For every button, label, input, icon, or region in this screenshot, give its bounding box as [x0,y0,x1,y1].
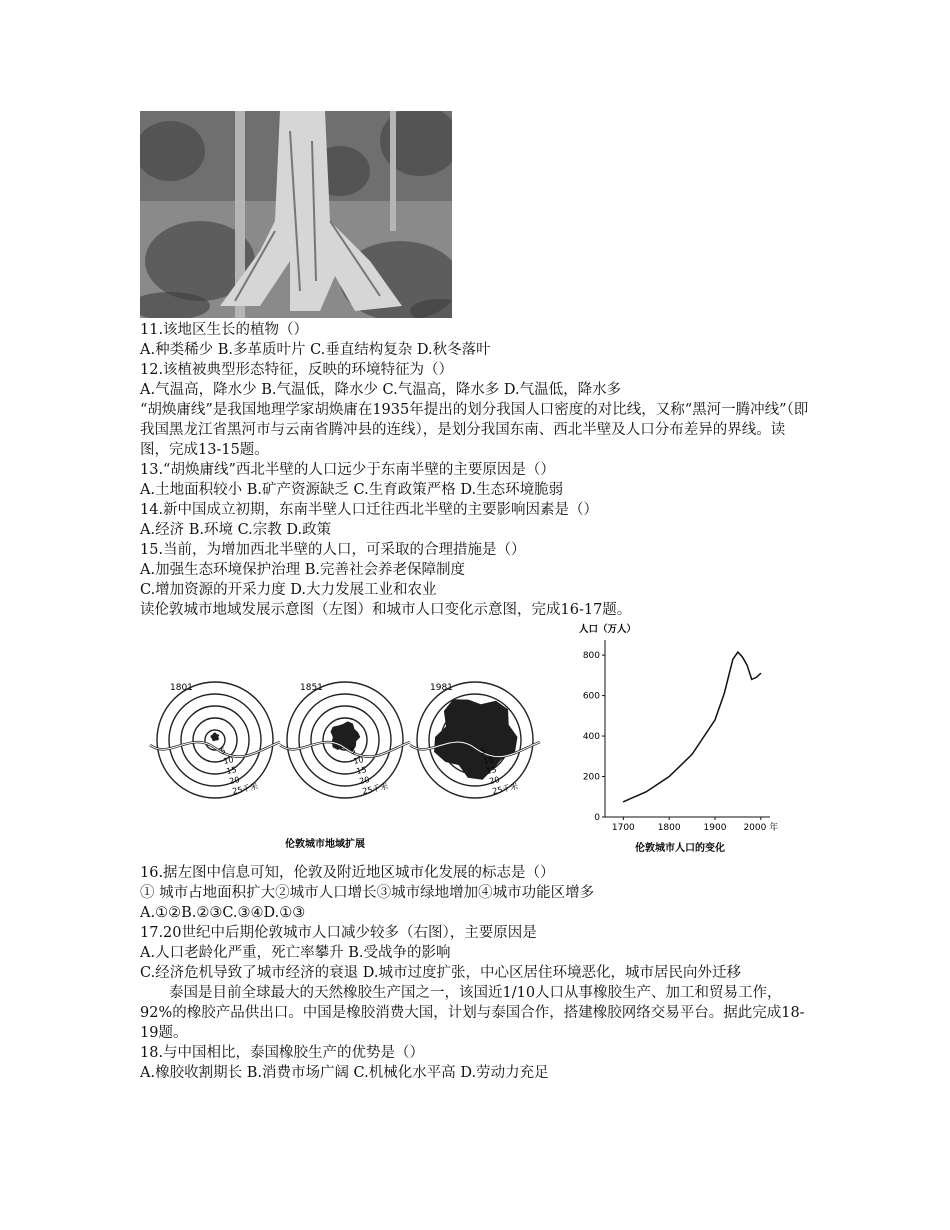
expansion-year: 1801 [170,683,193,693]
q13-options: A.土地面积较小 B.矿产资源缺乏 C.生育政策严格 D.生态环境脆弱 [140,482,564,498]
ring-label: 5 [479,746,487,756]
x-tick-label: 1900 [703,823,727,833]
expansion-map-1851 [280,682,410,798]
population-point [760,673,761,674]
y-tick-label: 800 [582,651,600,662]
ring-label: 20 [488,775,501,786]
q16-stem: 16.据左图中信息可知，伦敦及附近地区城市化发展的标志是（） [140,865,555,881]
population-point [715,719,716,720]
ring-label: 20 [358,775,371,786]
expansion-map-1801 [150,682,280,798]
population-chart [575,620,785,860]
q14-options: A.经济 B.环境 C.宗教 D.政策 [140,522,332,538]
ring-label: 10 [352,755,365,766]
q12-stem: 12.该植被典型形态特征，反映的环境特征为（） [140,362,454,378]
chart-ylabel: 人口（万人） [579,624,637,635]
chart-title: 伦敦城市人口的变化 [635,843,725,854]
urban-area-blob [211,733,220,742]
q15-options-2: C.增加资源的开采力度 D.大力发展工业和农业 [140,582,437,598]
population-line [623,652,761,802]
y-tick-label: 400 [582,732,600,743]
q18-options: A.橡胶收割期长 B.消费市场广阔 C.机械化水平高 D.劳动力充足 [140,1065,549,1081]
population-point [724,693,725,694]
q17-stem: 17.20世纪中后期伦敦城市人口减少较多（右图），主要原因是 [140,925,537,941]
y-tick-label: 0 [594,813,600,823]
expansion-year: 1851 [300,683,323,693]
ring-label: 20 [228,775,241,786]
population-point [737,652,738,653]
ring-label: 15 [485,765,498,776]
ring-label: 25千米 [361,781,390,796]
ring-label: 5 [349,746,357,756]
thai-intro: 泰国是目前全球最大的天然橡胶生产国之一，该国近1/10人口从事橡胶生产、加工和贸易工作，92%的橡胶产品供出口。中国是橡胶消费大国，计划与泰国合作，搭建橡胶网络交易平台。据此完成18-19题。 [140,985,805,1041]
london-intro: 读伦敦城市地域发展示意图（左图）和城市人口变化示意图，完成16-17题。 [140,602,632,618]
urban-area-blob [434,699,518,780]
ring-label: 15 [225,765,238,776]
ring-label: 10 [482,755,495,766]
ring-label: 5 [219,746,227,756]
q11-options: A.种类稀少 B.多革质叶片 C.垂直结构复杂 D.秋冬落叶 [140,342,491,358]
q13-stem: 13.“胡焕庸线”西北半壁的人口远少于东南半壁的主要原因是（） [140,462,555,478]
q17-options-1: A.人口老龄化严重，死亡率攀升 B.受战争的影响 [140,945,451,961]
population-point [669,776,670,777]
x-tick-label: 2000 年 [743,823,779,833]
q16-options: A.①②B.②③C.③④D.①③ [140,905,306,921]
q15-options-1: A.加强生态环境保护治理 B.完善社会养老保障制度 [140,562,465,578]
population-point [742,657,743,658]
population-point [692,754,693,755]
q15-stem: 15.当前，为增加西北半壁的人口，可采取的合理措施是（） [140,542,526,558]
y-tick-label: 200 [582,772,600,783]
population-point [732,659,733,660]
y-tick-label: 600 [582,691,600,702]
expansion-year: 1981 [430,683,453,693]
q14-stem: 14.新中国成立初期，东南半壁人口迁往西北半壁的主要影响因素是（） [140,502,599,518]
expansion-map-1981 [410,682,540,798]
hu-line-intro: “胡焕庸线”是我国地理学家胡焕庸在1935年提出的划分我国人口密度的对比线，又称“黑河一腾冲线”（即我国黑龙江省黑河市与云南省腾冲县的连线），是划分我国东南、西北半壁及人口分布差异的界线。读图，完成13-15题。 [140,402,809,458]
q17-options-2: C.经济危机导致了城市经济的衰退 D.城市过度扩张，中心区居住环境恶化，城市居民向外迁移 [140,965,742,981]
population-point [756,677,757,678]
london-expansion-figure [140,625,570,860]
x-tick-label: 1800 [657,823,681,833]
rainforest-tree-photo [140,111,452,318]
population-point [646,791,647,792]
x-tick-label: 1700 [611,823,635,833]
ring-label: 25千米 [231,781,260,796]
ring-label: 10 [222,755,235,766]
ring-label: 15 [355,765,368,776]
q16-items: ① 城市占地面积扩大②城市人口增长③城市绿地增加④城市功能区增多 [140,885,595,901]
population-point [747,665,748,666]
q12-options: A.气温高，降水少 B.气温低，降水少 C.气温高，降水多 D.气温低，降水多 [140,382,622,398]
expansion-caption: 伦敦城市地域扩展 [285,839,365,850]
q11-stem: 11.该地区生长的植物（） [140,322,309,338]
population-point [623,801,624,802]
ring-label: 25千米 [491,781,520,796]
population-point [751,679,752,680]
q18-stem: 18.与中国相比，泰国橡胶生产的优势是（） [140,1045,425,1061]
